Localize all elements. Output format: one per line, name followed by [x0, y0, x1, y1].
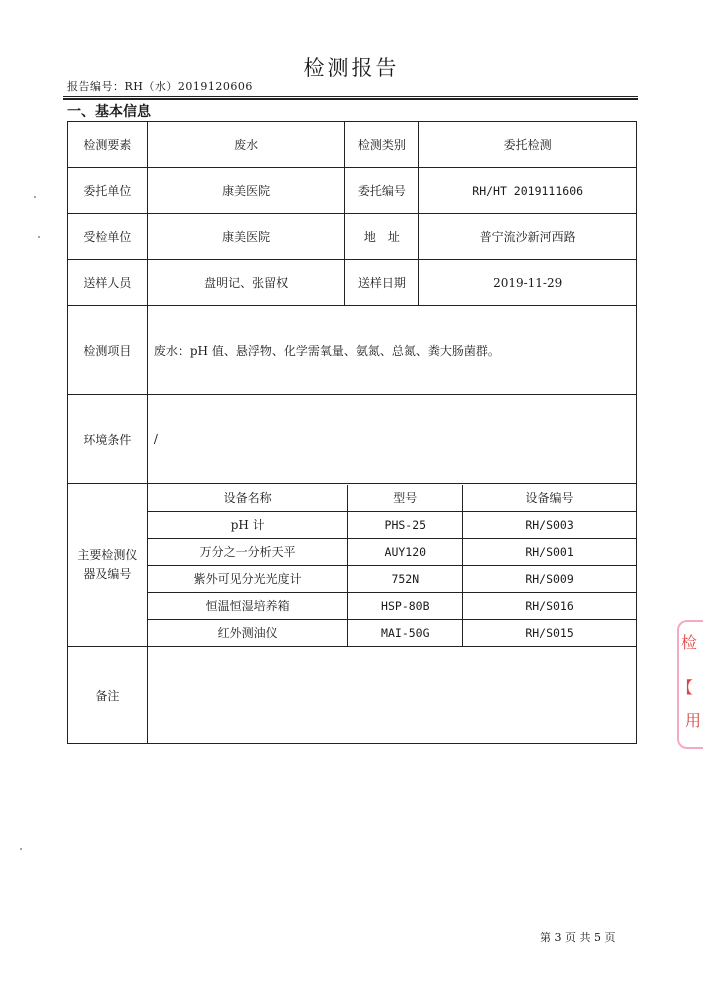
equipment-id: RH/S009	[463, 565, 636, 592]
table-row	[148, 485, 636, 512]
remarks-value	[147, 647, 636, 744]
equipment-name: 紫外可见分光光度计	[148, 565, 348, 592]
value-cell: 盘明记、张留权	[147, 260, 345, 306]
basic-info-table	[67, 121, 637, 744]
table-row	[68, 484, 637, 647]
label-cell: 送样日期	[345, 260, 419, 306]
equipment-name: pH 计	[148, 511, 348, 538]
section-title: 一、基本信息	[67, 104, 151, 120]
table-row	[148, 511, 636, 538]
label-cell: 检测项目	[68, 306, 148, 395]
label-cell: 备注	[68, 647, 148, 744]
table-row	[148, 619, 636, 646]
seal-char: 【	[677, 678, 694, 697]
value-cell: 2019-11-29	[419, 260, 637, 306]
value-cell: 委托检测	[419, 122, 637, 168]
value-cell: 废水	[147, 122, 345, 168]
value-cell: RH/HT 2019111606	[419, 168, 637, 214]
equipment-table	[148, 485, 636, 646]
scan-speck	[38, 236, 40, 238]
equipment-id: RH/S015	[463, 619, 636, 646]
column-header: 设备编号	[463, 485, 636, 512]
table-row	[68, 214, 637, 260]
label-cell: 环境条件	[68, 395, 148, 484]
label-cell: 地 址	[345, 214, 419, 260]
red-seal-stamp	[673, 620, 703, 750]
equipment-model: AUY120	[348, 538, 463, 565]
env-conditions-value: /	[147, 395, 636, 484]
label-cell: 委托单位	[68, 168, 148, 214]
equipment-model: HSP-80B	[348, 592, 463, 619]
column-header: 设备名称	[148, 485, 348, 512]
label-cell: 检测要素	[68, 122, 148, 168]
value-cell: 康美医院	[147, 168, 345, 214]
table-row	[148, 538, 636, 565]
column-header: 型号	[348, 485, 463, 512]
value-cell: 康美医院	[147, 214, 345, 260]
seal-char: 检	[681, 633, 698, 652]
header-divider-thick	[63, 98, 638, 100]
table-row	[68, 168, 637, 214]
table-row	[68, 647, 637, 744]
table-row	[68, 306, 637, 395]
table-row	[68, 395, 637, 484]
label-cell: 检测类别	[345, 122, 419, 168]
document-title: 检测报告	[303, 56, 400, 80]
equipment-name: 红外测油仪	[148, 619, 348, 646]
label-cell: 委托编号	[345, 168, 419, 214]
equipment-name: 恒温恒湿培养箱	[148, 592, 348, 619]
equipment-model: MAI-50G	[348, 619, 463, 646]
equipment-name: 万分之一分析天平	[148, 538, 348, 565]
page-number: 第 3 页 共 5 页	[540, 931, 616, 944]
table-row	[68, 260, 637, 306]
header-divider-thin	[63, 96, 638, 97]
equipment-cell	[147, 484, 636, 647]
label-cell: 主要检测仪器及编号	[68, 484, 148, 647]
equipment-id: RH/S003	[463, 511, 636, 538]
equipment-model: 752N	[348, 565, 463, 592]
equipment-id: RH/S016	[463, 592, 636, 619]
table-row	[148, 592, 636, 619]
label-cell: 受检单位	[68, 214, 148, 260]
equipment-model: PHS-25	[348, 511, 463, 538]
value-cell: 普宁流沙新河西路	[419, 214, 637, 260]
test-items-value: 废水：pH 值、悬浮物、化学需氧量、氨氮、总氮、粪大肠菌群。	[147, 306, 636, 395]
scan-speck	[20, 848, 22, 850]
report-number: 报告编号：RH（水）2019120606	[67, 80, 253, 93]
seal-char: 用	[685, 711, 702, 730]
scan-speck	[34, 196, 36, 198]
table-row	[148, 565, 636, 592]
table-row	[68, 122, 637, 168]
label-cell: 送样人员	[68, 260, 148, 306]
equipment-id: RH/S001	[463, 538, 636, 565]
